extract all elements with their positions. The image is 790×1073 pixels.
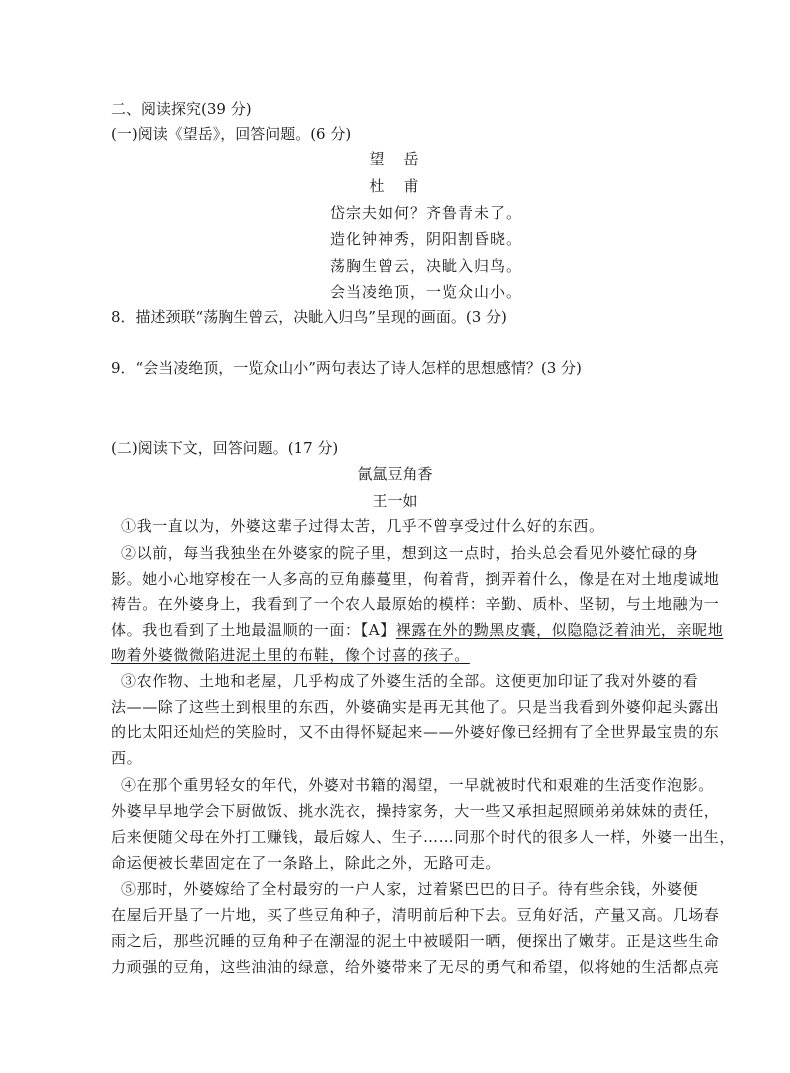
poem-author: 杜 甫	[369, 177, 421, 195]
paragraph-line: 雨之后，那些沉睡的豆角种子在潮湿的泥土中被暖阳一晒，便探出了嫩芽。正是这些生命	[111, 932, 720, 950]
paragraph-line: 法——除了这些土到根里的东西，外婆确实是再无其他了。只是当我看到外婆仰起头露出	[111, 698, 720, 716]
paragraph-line: ④在那个重男轻女的年代，外婆对书籍的渴望，一早就被时代和艰难的生活变作泡影。	[121, 776, 714, 794]
article-title: 氤氲豆角香	[357, 465, 433, 483]
paragraph-line: 在屋后开垦了一片地，买了些豆角种子，清明前后种下去。豆角好活，产量又高。几场春	[111, 906, 720, 924]
part1-heading: (一)阅读《望岳》，回答问题。(6 分)	[111, 125, 352, 143]
poem-title: 望 岳	[369, 150, 421, 168]
part2-heading: (二)阅读下文，回答问题。(17 分)	[111, 439, 339, 457]
paragraph-line: ②以前，每当我独坐在外婆家的院子里，想到这一点时，抬头总会看见外婆忙碌的身	[121, 544, 699, 562]
paragraph-line: 力顽强的豆角，这些油油的绿意，给外婆带来了无尽的勇气和希望，似将她的生活都点亮	[111, 958, 720, 976]
article-author: 王一如	[372, 492, 418, 510]
section-heading: 二、阅读探究(39 分)	[111, 100, 252, 118]
paragraph-line: ⑤那时，外婆嫁给了全村最穷的一户人家，过着紧巴巴的日子。待有些余钱，外婆便	[121, 880, 699, 898]
paragraph-line: 命运便被长辈固定在了一条路上，除此之外，无路可走。	[111, 854, 502, 872]
paragraph-line: 西。	[111, 749, 143, 767]
paragraph-line: ③农作物、土地和老屋，几乎构成了外婆生活的全部。这便更加印证了我对外婆的看	[121, 672, 699, 690]
poem-line: 造化钟神秀，阴阳割昏晓。	[330, 230, 523, 248]
poem-line: 荡胸生曾云，决眦入归鸟。	[330, 257, 523, 275]
question-8: 8．描述颈联“荡胸生曾云，决眦入归鸟”呈现的画面。(3 分)	[111, 308, 507, 326]
underlined-passage-a-cont: 吻着外婆微微陷进泥土里的布鞋，像个讨喜的孩子。	[111, 646, 470, 664]
paragraph-line: 影。她小心地穿梭在一人多高的豆角藤蔓里，佝着背，捯弄着什么，像是在对土地虔诚地	[111, 570, 720, 588]
paragraph-line	[111, 620, 724, 640]
paragraph-line: 的比太阳还灿烂的笑脸时，又不由得怀疑起来——外婆好像已经拥有了全世界最宝贵的东	[111, 723, 720, 741]
paragraph-line: 祷告。在外婆身上，我看到了一个农人最原始的模样：辛勤、质朴、坚韧，与土地融为一	[111, 595, 720, 613]
poem-line: 岱宗夫如何？齐鲁青未了。	[330, 204, 523, 222]
paragraph-line: ①我一直以为，外婆这辈子过得太苦，几乎不曾享受过什么好的东西。	[121, 517, 605, 535]
paragraph-line	[111, 645, 711, 665]
paragraph-line: 外婆早早地学会下厨做饭、挑水洗衣，操持家务，大一些又承担起照顾弟弟妹妹的责任，	[111, 802, 720, 820]
marker-a-lead: 体。我也看到了土地最温顺的一面：【A】	[111, 621, 396, 639]
underlined-passage-a: 裸露在外的黝黑皮囊，似隐隐泛着油光，亲昵地	[395, 621, 724, 639]
question-9: 9．“会当凌绝顶，一览众山小”两句表达了诗人怎样的思想感情？(3 分)	[111, 359, 582, 377]
paragraph-line: 后来便随父母在外打工赚钱，最后嫁人、生子……同那个时代的很多人一样，外婆一出生，	[111, 828, 736, 846]
poem-line: 会当凌绝顶，一览众山小。	[330, 283, 523, 301]
